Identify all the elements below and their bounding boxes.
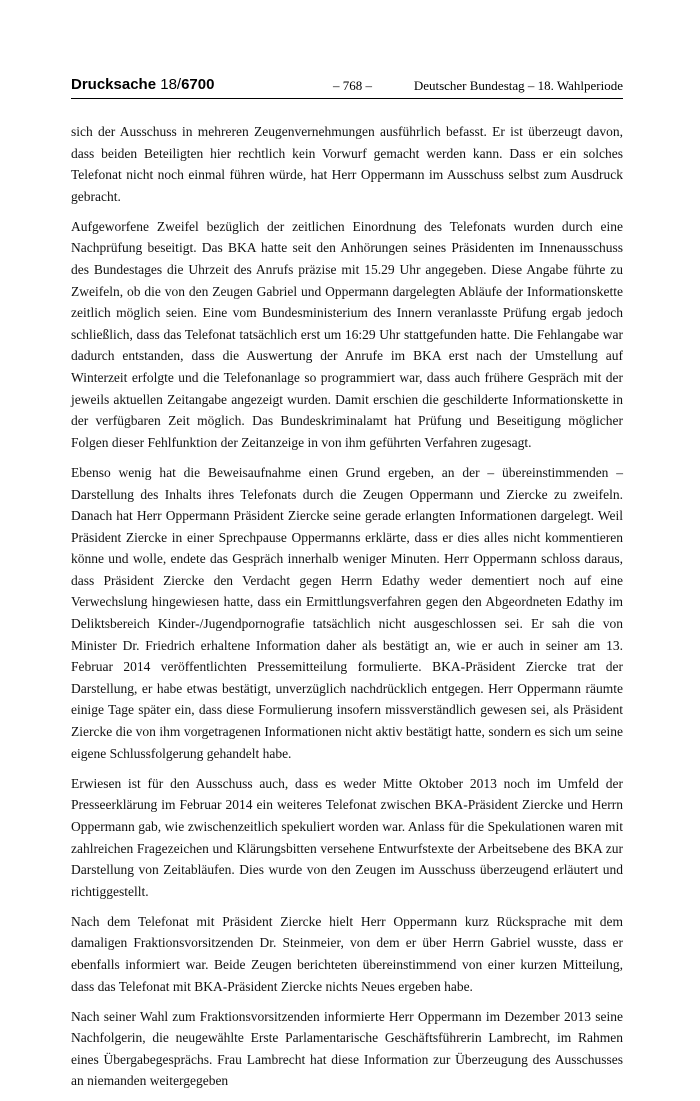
parliament-label: Deutscher Bundestag – 18. Wahlperiode (413, 78, 623, 93)
paragraph: sich der Ausschuss in mehreren Zeugenvernehmungen ausführlich befasst. Er ist überzeugt davon, dass beiden Beteiligten hier rechtlich kein Vorwurf gemacht werden kann. Dass er ein solches Telefonat nicht noch einmal führen würde, hat Herr Oppermann im Ausschuss selbst zum Ausdruck gebracht. (71, 124, 623, 204)
paragraph: Aufgeworfene Zweifel bezüglich der zeitlichen Einordnung des Telefonats wurden durch eine Nachprüfung beseitigt. Das BKA hatte seit den Anhörungen seines Präsidenten im Innenausschuss des Bundestages die Uhrzeit des Anrufs präzise mit 15.29 Uhr angegeben. Diese Angabe führte zu Zweifeln, ob die von den Zeugen Gabriel und Oppermann dargelegten Abläufe der Informationskette zeitlich möglich seien. Eine vom Bundesministerium des Innern veranlasste Prüfung ergab jedoch schließlich, dass das Telefonat tatsächlich erst um 16:29 Uhr stattgefunden hatte. Die Fehlangabe war dadurch entstanden, dass die Auswertung der Anrufe im BKA erst nach der Umstellung auf Winterzeit erfolgte und die Telefonanlage so programmiert war, dass auch frühere Gespräch mit der jeweils aktuellen Zeitangabe angezeigt wurden. Damit erschien die geschilderte Informationskette in der verfügbaren Zeit möglich. Das Bundeskriminalamt hat Prüfung und Beseitigung möglicher Folgen dieser Fehlfunktion der Zeitanzeige in von ihm geführten Verfahren zugesagt. (71, 218, 623, 450)
paragraph: Erwiesen ist für den Ausschuss auch, dass es weder Mitte Oktober 2013 noch im Umfeld der Presseerklärung im Februar 2014 ein weiteres Telefonat zwischen BKA-Präsident Ziercke und Herrn Oppermann gab, wie zwischenzeitlich spekuliert worden war. Anlass für die Spekulationen waren mit zahlreichen Fragezeichen und Klärungsbitten versehene Entwurfstexte der Arbeitsebene des BKA zur Darstellung von Zeitabläufen. Dies wurde von den Zeugen im Ausschuss überzeugend erläutert und richtiggestellt. (71, 775, 623, 899)
document-number-prefix: 18/ (160, 76, 182, 93)
page-number: – 768 – (333, 78, 372, 93)
document-number (71, 76, 214, 93)
document-number-suffix: 6700 (181, 76, 215, 93)
paragraph: Ebenso wenig hat die Beweisaufnahme einen Grund ergeben, an der – übereinstimmenden – Darstellung des Inhalts ihres Telefonats durch die Zeugen Oppermann und Ziercke zu zweifeln. Danach hat Herr Oppermann Präsident Ziercke seine gerade erlangten Informationen dargelegt. Weil Präsident Ziercke in einer Sprechpause Oppermanns erklärte, dass er dies alles nicht kommentieren könne und wolle, endete das Gespräch innerhalb weniger Minuten. Herr Oppermann schloss daraus, dass Präsident Ziercke den Verdacht gegen Herrn Edathy weder dementiert noch auf eine Verwechslung hingewiesen hatte, dass ein Ermittlungsverfahren gegen den Abgeordneten Edathy im Deliktsbereich Kinder-/Jugendpornografie tatsächlich nicht ausgeschlossen sei. Er sah die von Minister Dr. Friedrich erhaltene Information daher als bestätigt an, wie er auch in seiner am 13. Februar 2014 veröffentlichten Pressemitteilung formulierte. BKA-Präsident Ziercke trat der Darstellung, er habe etwas bestätigt, unverzüglich nachdrücklich entgegen. Herr Oppermann räumte einige Tage später ein, dass diese Formulierung insofern missverständlich gewesen sei, als Präsident Ziercke die von ihm vorgetragenen Informationen nicht aktiv bestätigt hatte, sondern es sich um seine eigene Schlussfolgerung gehandelt habe. (71, 464, 623, 761)
page-header (71, 76, 623, 99)
paragraph: Nach seiner Wahl zum Fraktionsvorsitzenden informierte Herr Oppermann im Dezember 2013 seine Nachfolgerin, die neugewählte Erste Parlamentarische Geschäftsführerin Lambrecht, im Rahmen eines Übergabegesprächs. Frau Lambrecht hat diese Information zur Überzeugung des Ausschusses an niemanden weitergegeben (71, 1008, 623, 1089)
body-text (71, 121, 623, 1101)
document-label: Drucksache (71, 76, 157, 93)
paragraph: Nach dem Telefonat mit Präsident Ziercke hielt Herr Oppermann kurz Rücksprache mit dem damaligen Fraktionsvorsitzenden Dr. Steinmeier, von dem er über Herrn Gabriel wusste, dass er ebenfalls informiert war. Beide Zeugen berichteten übereinstimmend von einer kurzen Mitteilung, dass das Telefonat mit BKA-Präsident Ziercke nichts Neues ergeben habe. (71, 913, 623, 994)
